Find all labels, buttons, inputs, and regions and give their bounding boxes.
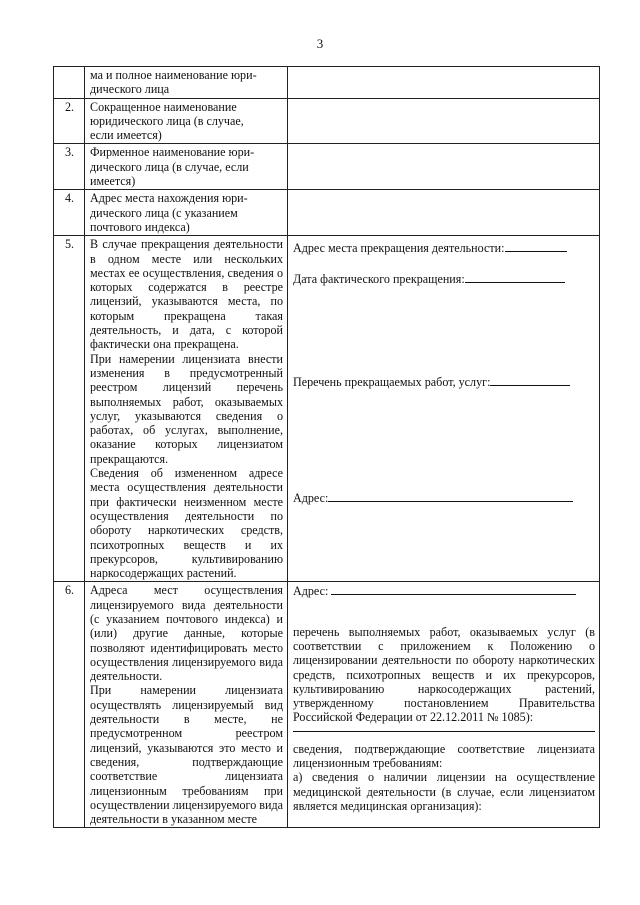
- termination-address-label: Адрес места прекращения деятельности:: [293, 241, 505, 256]
- row-description: [85, 190, 288, 236]
- row-value-cell[interactable]: [288, 190, 600, 236]
- row-description: [85, 144, 288, 190]
- description-paragraph: Сведения об измененном адресе места осуществления деятельности при фактически неизменном месте осуществления деятельности по обороту наркотических средств, психотропных веществ и их прекурсоров, культивированию наркосодержащих растений.: [90, 466, 283, 581]
- row-description: [85, 236, 288, 582]
- description-line: дического лица (с указанием: [90, 205, 238, 220]
- description-line: ма и полное наименование юри-: [90, 68, 257, 82]
- description-paragraph: В случае прекращения деятельности в одном месте или нескольких местах ее осуществления, сведения о которых содержатся в реестре лицензий, указываются места, по которым прекращена такая деятельность, и дата, с которой фактически она прекращена.: [90, 237, 283, 352]
- row-number: 4.: [54, 190, 85, 236]
- description-line: Фирменное наименование юри-: [90, 145, 255, 160]
- table-row: [54, 67, 600, 99]
- terminated-works-field[interactable]: [490, 374, 570, 386]
- row-number: 5.: [54, 236, 85, 582]
- description-paragraph: Адреса мест осуществления лицензируемого вида деятельности (с указанием почтового индекса) и (или) другие данные, которые позволяют идентифицировать место осуществления лицензируемого вида деятельности.: [90, 583, 283, 684]
- row-description: [85, 582, 288, 828]
- row-number: 3.: [54, 144, 85, 190]
- terminated-works-label: Перечень прекращаемых работ, услуг:: [293, 374, 491, 389]
- row-number: 2.: [54, 98, 85, 144]
- description-paragraph: При намерении лицензиата внести изменения в предусмотренный реестром лицензий перечень выполняемых работ, оказываемых услуг, указываются сведения о работах, об услугах, выполнение, оказание которых лицензиатом прекращаются.: [90, 351, 283, 466]
- works-list-text: перечень выполняемых работ, оказываемых услуг (в соответствии с приложением к Положению о лицензировании деятельности по обороту наркотических средств, психотропных веществ и их прекурсоров, культивированию наркосодержащих растений, утвержденному постановлением Правительства Российской Федерации от 22.12.2011 № 1085):: [293, 624, 595, 725]
- description-paragraph: При намерении лицензиата осуществлять лицензируемый вид деятельности в месте, не предусмотренном реестром лицензий, указываются это место и сведения, подтверждающие соответствие лицензиата лицензионным требованиям при осуществлении лицензируемого вида деятельности в указанном месте: [90, 683, 283, 827]
- row-description: [85, 67, 288, 99]
- description-line: Сокращенное наименование: [90, 99, 237, 114]
- description-line: Адрес места нахождения юри-: [90, 191, 248, 206]
- page-number: 3: [316, 36, 324, 51]
- row-value-cell[interactable]: [288, 98, 600, 144]
- termination-date-field[interactable]: [465, 271, 565, 283]
- description-line: дического лица: [90, 82, 170, 97]
- termination-address-field[interactable]: [505, 240, 567, 252]
- compliance-text: сведения, подтверждающие соответствие лицензиата лицензионным требованиям:: [293, 741, 595, 771]
- row-value-cell[interactable]: [288, 67, 600, 99]
- row-value-cell[interactable]: [288, 144, 600, 190]
- table-row: [54, 190, 600, 236]
- row-number: 6.: [54, 582, 85, 828]
- activity-address-label: Адрес:: [293, 584, 329, 599]
- row-value-cell: [288, 236, 600, 582]
- medical-license-item: а) сведения о наличии лицензии на осуществление медицинской деятельности (в случае, если лицензиатом является медицинская организация):: [293, 770, 595, 813]
- description-line: почтового индекса): [90, 219, 190, 234]
- row-value-cell: [288, 582, 600, 828]
- termination-date-label: Дата фактического прекращения:: [293, 271, 465, 286]
- description-line: если имеется): [90, 128, 162, 143]
- new-address-label: Адрес:: [293, 491, 329, 506]
- description-line: дического лица (в случае, если: [90, 159, 249, 174]
- table-row: [54, 144, 600, 190]
- new-address-field[interactable]: [328, 490, 573, 502]
- row-description: [85, 98, 288, 144]
- table-row: [54, 236, 600, 582]
- table-row: [54, 582, 600, 828]
- description-line: юридического лица (в случае,: [90, 113, 244, 128]
- row-number: [54, 67, 85, 99]
- form-table: [53, 66, 600, 828]
- activity-address-field[interactable]: [331, 583, 576, 595]
- works-list-field[interactable]: [293, 731, 595, 732]
- description-line: имеется): [90, 174, 136, 189]
- table-row: [54, 98, 600, 144]
